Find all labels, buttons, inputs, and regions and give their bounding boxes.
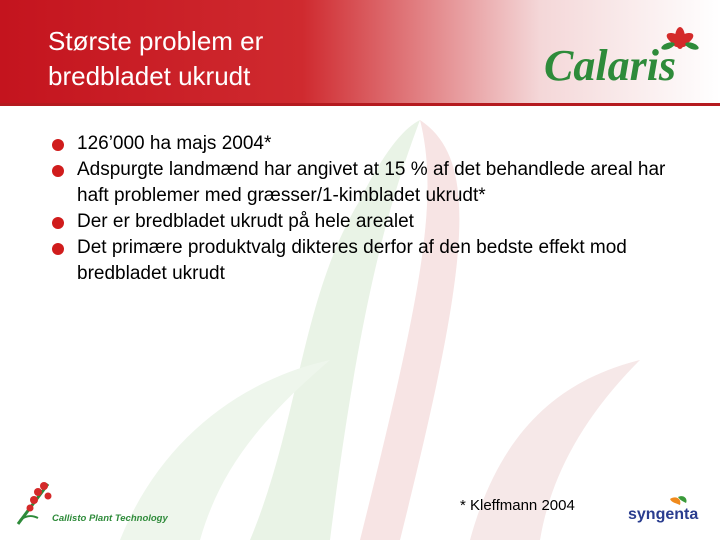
bullet-item [52, 235, 672, 287]
callisto-logo-text: Callisto Plant Technology [52, 513, 168, 524]
bullet-text: 126’000 ha majs 2004* [77, 133, 272, 154]
bullet-item [52, 131, 672, 157]
bullet-icon [52, 243, 64, 255]
bullet-text: Det primære produktvalg dikteres derfor af den bedste effekt mod bredbladet ukrudt [77, 237, 627, 284]
bullet-text: Adspurgte landmænd har angivet at 15 % af det behandlede areal har haft problemer med græsser/1-kimbladet ukrudt* [77, 159, 666, 206]
bullet-icon [52, 139, 64, 151]
slide-title [48, 24, 468, 94]
bullet-icon [52, 165, 64, 177]
syngenta-leaf-icon [670, 496, 687, 505]
bullet-text: Der er bredbladet ukrudt på hele arealet [77, 211, 414, 232]
callisto-plant-technology-logo [8, 474, 168, 530]
calaris-logo [540, 18, 710, 88]
bullet-list [52, 131, 672, 287]
title-line-2: bredbladet ukrudt [48, 61, 251, 91]
bullet-item [52, 157, 672, 209]
syngenta-wordmark: syngenta [628, 506, 699, 523]
title-underline [0, 103, 720, 106]
bullet-item [52, 209, 672, 235]
footnote-source: * Kleffmann 2004 [460, 497, 575, 514]
calaris-wordmark: Calaris [544, 41, 677, 88]
bullet-icon [52, 217, 64, 229]
callisto-plant-icon [18, 482, 52, 524]
title-line-1: Største problem er [48, 26, 264, 56]
syngenta-logo [626, 495, 702, 529]
